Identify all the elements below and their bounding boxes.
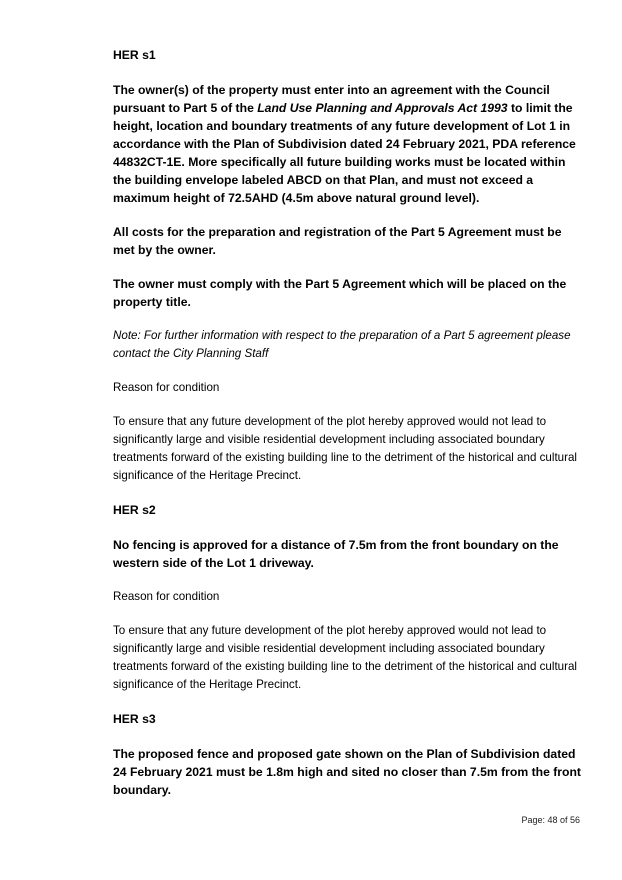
condition-her-s2: No fencing is approved for a distance of 7.5m from the front boundary on the western side of the Lot 1 driveway. bbox=[113, 538, 559, 570]
condition-text-part2: to limit the height, location and boundary treatments of any future development of Lot 1 in accordance with the Plan of Subdivision dated 24 February 2021, PDA reference 44832CT-1E. More specifically all future building works must be located within the building envelope labeled ABCD on that Plan, and must not exceed a maximum height of 72.5AHD (4.5m above natural ground level). bbox=[113, 101, 576, 205]
condition-her-s1 bbox=[113, 81, 583, 207]
note-paragraph: Note: For further information with respect to the preparation of a Part 5 agreement please contact the City Planning Staff bbox=[113, 329, 571, 360]
act-title: Land Use Planning and Approvals Act 1993 bbox=[257, 101, 508, 115]
reason-text-her-s1: To ensure that any future development of the plot hereby approved would not lead to significantly large and visible residential development including associated boundary treatments forward of the existing building line to the detriment of the historical and cultural significance of the Heritage Precinct. bbox=[113, 415, 577, 482]
page-number: Page: 48 of 56 bbox=[521, 815, 580, 825]
reason-text-her-s2: To ensure that any future development of the plot hereby approved would not lead to significantly large and visible residential development including associated boundary treatments forward of the existing building line to the detriment of the historical and cultural significance of the Heritage Precinct. bbox=[113, 624, 577, 691]
condition-text-part1: The owner(s) of the property must enter into an agreement with the Council pursuant to Part 5 of the bbox=[113, 83, 550, 115]
section-heading-her-s3: HER s3 bbox=[113, 712, 156, 726]
reason-label-her-s2: Reason for condition bbox=[113, 590, 220, 603]
costs-paragraph: All costs for the preparation and registration of the Part 5 Agreement must be met by the owner. bbox=[113, 225, 562, 257]
section-heading-her-s1: HER s1 bbox=[113, 48, 156, 62]
comply-paragraph: The owner must comply with the Part 5 Agreement which will be placed on the property title. bbox=[113, 277, 567, 309]
section-heading-her-s2: HER s2 bbox=[113, 503, 156, 517]
condition-her-s3: The proposed fence and proposed gate shown on the Plan of Subdivision dated 24 February 2021 must be 1.8m high and sited no closer than 7.5m from the front boundary. bbox=[113, 747, 581, 797]
reason-label-her-s1: Reason for condition bbox=[113, 381, 220, 394]
page-content bbox=[113, 46, 583, 815]
